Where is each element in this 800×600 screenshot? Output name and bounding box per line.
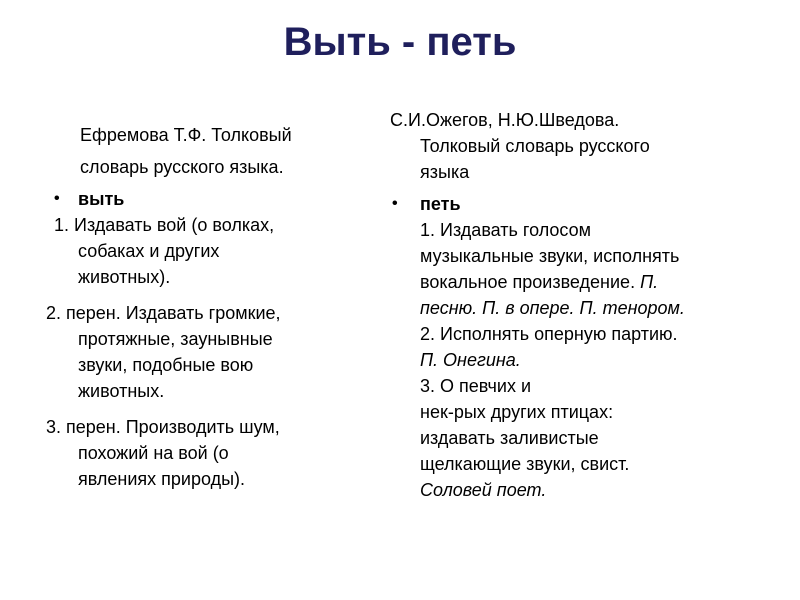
bullet-icon: • [392,195,398,212]
slide-title: Выть - петь [283,20,517,64]
left-def2-line-1: 2. перен. Издавать громкие, [46,303,281,323]
right-def1-line-3-text: вокальное произведение. [420,272,641,292]
left-source-line-2: словарь русского языка. [80,157,284,177]
right-def2-line-1: 2. Исполнять оперную партию. [420,324,678,344]
right-def3-line-4: щелкающие звуки, свист. [420,454,630,474]
left-source-line-1: Ефремова Т.Ф. Толковый [80,125,292,145]
right-def1-line-1: 1. Издавать голосом [420,220,592,240]
bullet-icon: • [54,190,60,207]
right-headword [392,191,800,217]
right-def3-line-3: издавать заливистые [420,428,599,448]
right-def1-line-3-example: П. [640,272,659,292]
left-def2-line-2: протяжные, заунывные [78,329,273,349]
left-def3-line-1: 3. перен. Производить шум, [46,417,280,437]
left-def1-line-2: собаках и других [78,241,220,261]
right-def3-example: Соловей поет. [420,480,547,500]
right-def1-line-3 [420,269,800,295]
right-def2-example: П. Онегина. [420,350,521,370]
right-def1-line-2: музыкальные звуки, исполнять [420,246,680,266]
right-def3-line-1: 3. О певчих и [420,376,532,396]
right-def1-examples: песню. П. в опере. П. тенором. [420,298,685,318]
right-column [390,107,770,503]
left-column [48,122,358,492]
left-def3-line-2: похожий на вой (о [78,443,229,463]
left-def3-line-3: явлениях природы). [78,469,246,489]
left-headword [54,186,388,212]
right-source-line-1: С.И.Ожегов, Н.Ю.Шведова. [390,110,620,130]
right-source-line-3: языка [420,162,470,182]
left-def2-line-3: звуки, подобные вою [78,355,254,375]
right-def3-line-2: нек-рых других птицах: [420,402,614,422]
left-def1-line-1: 1. Издавать вой (о волках, [54,215,275,235]
left-def2-line-4: животных. [78,381,165,401]
left-headword-text: выть [78,189,125,209]
right-source-line-2: Толковый словарь русского [420,136,650,156]
left-def1-line-3: животных). [78,267,171,287]
right-headword-text: петь [420,194,461,214]
